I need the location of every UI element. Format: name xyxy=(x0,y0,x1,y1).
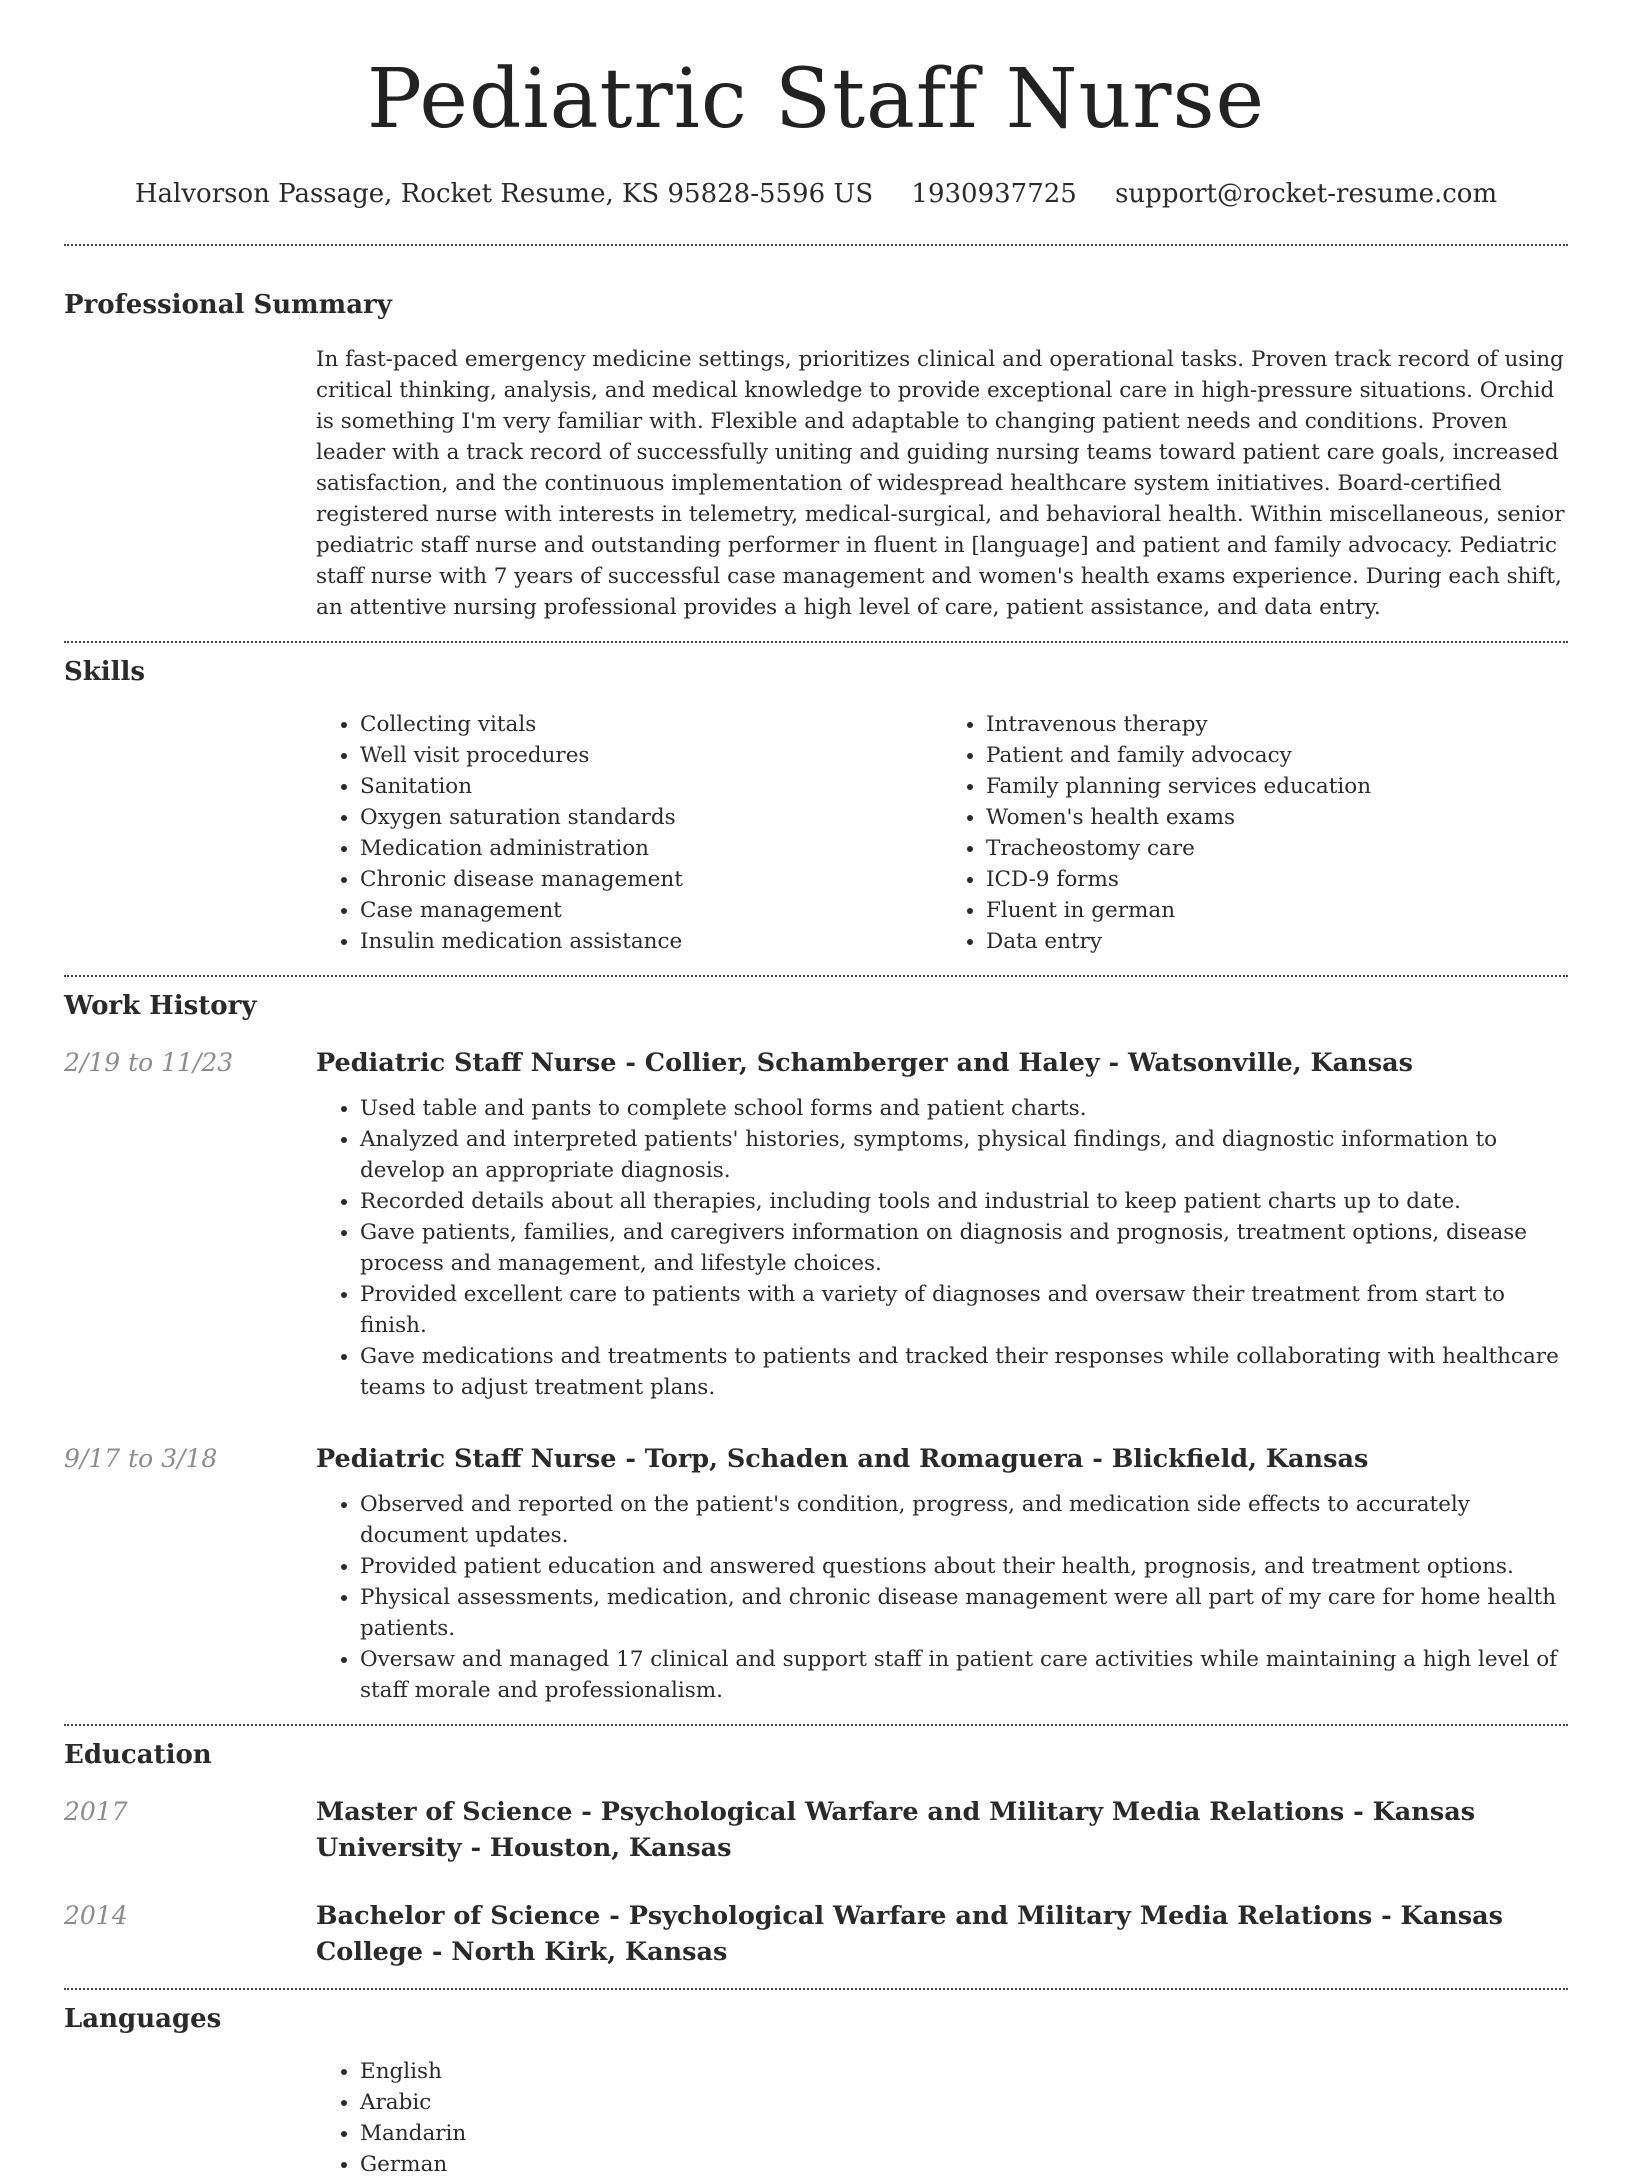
languages-section xyxy=(64,2056,1568,2180)
skill-item: • Medication administration xyxy=(360,833,942,864)
education-heading: Education xyxy=(64,1740,212,1770)
skill-item: • Case management xyxy=(360,895,942,926)
language-item: • English xyxy=(360,2056,1568,2087)
skills-section xyxy=(64,709,1568,957)
skill-item: • Well visit procedures xyxy=(360,740,942,771)
job-title: Pediatric Staff Nurse - Collier, Schamberger and Haley - Watsonville, Kansas xyxy=(316,1048,1413,1078)
languages-heading: Languages xyxy=(64,2004,222,2034)
section-divider xyxy=(64,244,1568,246)
job-entry xyxy=(64,1441,1568,1706)
job-title: Pediatric Staff Nurse - Torp, Schaden and Romaguera - Blickfield, Kansas xyxy=(316,1444,1369,1474)
languages-list xyxy=(316,2056,1568,2180)
summary-section xyxy=(64,344,1568,623)
job-bullet: • Observed and reported on the patient's condition, progress, and medication side effects to accurately document updates. xyxy=(360,1489,1568,1551)
skill-item: • ICD-9 forms xyxy=(986,864,1568,895)
job-bullet: • Gave medications and treatments to patients and tracked their responses while collaborating with healthcare teams to adjust treatment plans. xyxy=(360,1341,1568,1403)
summary-heading: Professional Summary xyxy=(64,290,392,320)
section-divider xyxy=(64,975,1568,977)
job-entry xyxy=(64,1045,1568,1403)
job-bullet: • Gave patients, families, and caregivers information on diagnosis and prognosis, treatment options, disease process and management, and lifestyle choices. xyxy=(360,1217,1568,1279)
job-bullet: • Used table and pants to complete school forms and patient charts. xyxy=(360,1093,1568,1124)
job-bullet: • Analyzed and interpreted patients' histories, symptoms, physical findings, and diagnostic information to develop an appropriate diagnosis. xyxy=(360,1124,1568,1186)
contact-phone: 1930937725 xyxy=(911,179,1077,209)
job-bullet: • Provided excellent care to patients with a variety of diagnoses and oversaw their treatment from start to finish. xyxy=(360,1279,1568,1341)
skills-list-right xyxy=(942,709,1568,957)
skills-heading: Skills xyxy=(64,657,146,687)
job-bullets xyxy=(316,1093,1568,1403)
job-bullet: • Oversaw and managed 17 clinical and support staff in patient care activities while maintaining a high level of staff morale and professionalism. xyxy=(360,1644,1568,1706)
education-title: Bachelor of Science - Psychological Warfare and Military Media Relations - Kansas College - North Kirk, Kansas xyxy=(316,1901,1504,1967)
language-item: • German xyxy=(360,2149,1568,2180)
contact-email: support@rocket-resume.com xyxy=(1115,179,1498,209)
job-dates: 2/19 to 11/23 xyxy=(64,1048,234,1077)
page-title: Pediatric Staff Nurse xyxy=(366,52,1266,147)
education-entry xyxy=(64,1898,1568,1970)
section-divider xyxy=(64,641,1568,643)
skill-item: • Fluent in german xyxy=(986,895,1568,926)
section-divider xyxy=(64,1988,1568,1990)
education-title: Master of Science - Psychological Warfare and Military Media Relations - Kansas University - Houston, Kansas xyxy=(316,1797,1476,1863)
job-dates: 9/17 to 3/18 xyxy=(64,1444,218,1473)
contact-line xyxy=(64,178,1568,210)
education-year: 2017 xyxy=(64,1797,128,1826)
job-bullet: • Recorded details about all therapies, including tools and industrial to keep patient charts up to date. xyxy=(360,1186,1568,1217)
summary-text: In fast-paced emergency medicine settings, prioritizes clinical and operational tasks. Proven track record of using critical thinking, analysis, and medical knowledge to provide exceptional care in high-pressure situations. Orchid is something I'm very familiar with. Flexible and adaptable to changing patient needs and conditions. Proven leader with a track record of successfully uniting and guiding nursing teams toward patient care goals, increased satisfaction, and the continuous implementation of widespread healthcare system initiatives. Board-certified registered nurse with interests in telemetry, medical-surgical, and behavioral health. Within miscellaneous, senior pediatric staff nurse and outstanding performer in fluent in [language] and patient and family advocacy. Pediatric staff nurse with 7 years of successful case management and women's health exams experience. During each shift, an attentive nursing professional provides a high level of care, patient assistance, and data entry. xyxy=(316,347,1565,620)
language-item: • Arabic xyxy=(360,2087,1568,2118)
skill-item: • Sanitation xyxy=(360,771,942,802)
job-bullet: • Provided patient education and answered questions about their health, prognosis, and treatment options. xyxy=(360,1551,1568,1582)
section-divider xyxy=(64,1724,1568,1726)
skill-item: • Insulin medication assistance xyxy=(360,926,942,957)
skill-item: • Collecting vitals xyxy=(360,709,942,740)
education-entry xyxy=(64,1794,1568,1866)
contact-address: Halvorson Passage, Rocket Resume, KS 95828-5596 US xyxy=(134,179,874,209)
skill-item: • Patient and family advocacy xyxy=(986,740,1568,771)
work-heading: Work History xyxy=(64,991,257,1021)
education-year: 2014 xyxy=(64,1901,128,1930)
job-bullet: • Physical assessments, medication, and chronic disease management were all part of my care for home health patients. xyxy=(360,1582,1568,1644)
skill-item: • Data entry xyxy=(986,926,1568,957)
skill-item: • Oxygen saturation standards xyxy=(360,802,942,833)
skills-list-left xyxy=(316,709,942,957)
skill-item: • Women's health exams xyxy=(986,802,1568,833)
skill-item: • Family planning services education xyxy=(986,771,1568,802)
skill-item: • Chronic disease management xyxy=(360,864,942,895)
language-item: • Mandarin xyxy=(360,2118,1568,2149)
skill-item: • Intravenous therapy xyxy=(986,709,1568,740)
job-bullets xyxy=(316,1489,1568,1706)
skill-item: • Tracheostomy care xyxy=(986,833,1568,864)
